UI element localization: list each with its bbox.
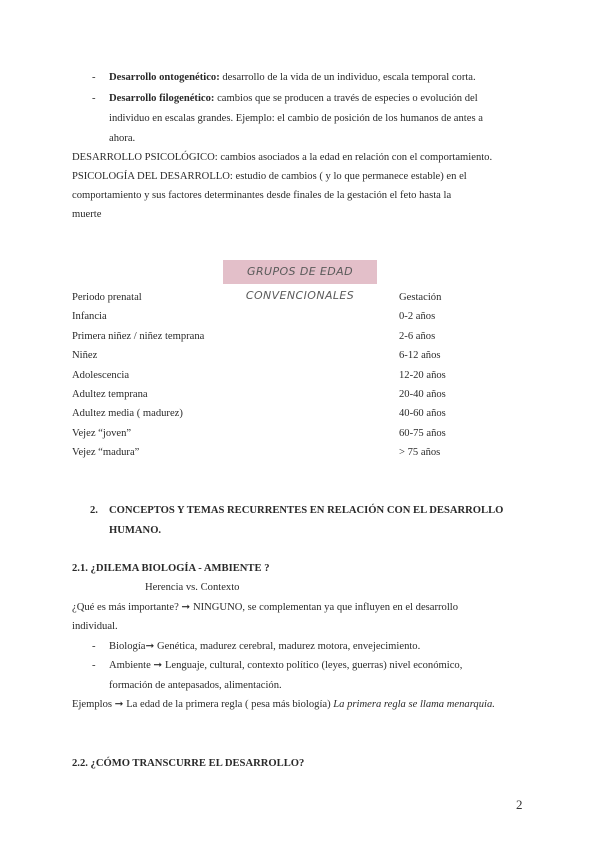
age-label: Periodo prenatal [72,292,142,303]
age-range: 2-6 años [399,331,436,342]
age-label: Primera niñez / niñez temprana [72,331,205,342]
table-row [72,346,532,366]
section2-title-line-2: HUMANO. [109,525,162,536]
question-line-2: individual. [72,621,118,632]
psychology-line-1: PSICOLOGÍA DEL DESARROLLO: estudio de cambios ( y lo que permanece estable) en el [72,171,467,182]
example-line [72,695,495,715]
bullet-marker: - [92,641,96,652]
psychology-line-2: comportamiento y sus factores determinantes desde finales de la gestación el feto hasta la [72,190,452,201]
table-row [72,424,532,444]
section21-heading: 2.1. ¿DILEMA BIOLOGÍA - AMBIENTE ? [72,563,270,574]
section2-title-line-1: CONCEPTOS Y TEMAS RECURRENTES EN RELACIÓN CON EL DESARROLLO [109,505,504,516]
age-range: 12-20 años [399,370,446,381]
age-label: Adultez media ( madurez) [72,408,183,419]
phylogenetic-line-1 [109,89,478,109]
age-range: 60-75 años [399,428,446,439]
ontogenetic-text: desarrollo de la vida de un individuo, escala temporal corta. [219,72,476,83]
bullet-marker: - [92,660,96,671]
age-groups-heading [223,260,377,302]
table-row [72,443,532,463]
biology-bullet: Biología➞ Genética, madurez cerebral, madurez motora, envejecimiento. [109,641,421,652]
table-row [72,327,532,347]
age-range: 20-40 años [399,389,446,400]
age-label: Niñez [72,350,98,361]
age-range: 6-12 años [399,350,441,361]
section22-heading: 2.2. ¿CÓMO TRANSCURRE EL DESARROLLO? [72,758,305,769]
age-label: Vejez “joven” [72,428,132,439]
phylogenetic-line-2: individuo en escalas grandes. Ejemplo: el cambio de posición de los humanos de antes a [109,113,483,124]
ontogenetic-line [109,68,476,88]
age-range: 0-2 años [399,311,436,322]
ontogenetic-term: Desarrollo ontogenético: [109,72,220,83]
table-row [72,366,532,386]
section21-subtitle: Herencia vs. Contexto [145,582,240,593]
table-row [72,288,532,308]
phylogenetic-text-1: cambios que se producen a través de especies o evolución del [214,93,478,104]
table-row [72,307,532,327]
psych-dev-paragraph: DESARROLLO PSICOLÓGICO: cambios asociados a la edad en relación con el comportamiento. [72,152,493,163]
bullet-marker: - [92,93,96,104]
age-label: Adolescencia [72,370,130,381]
age-groups-title: GRUPOS DE EDAD CONVENCIONALES [245,265,355,302]
table-row [72,404,532,424]
page-number: 2 [516,797,523,812]
example-italic: La primera regla se llama menarquia. [333,699,495,710]
question-line-1: ¿Qué es más importante? ➞ NINGUNO, se complementan ya que influyen en el desarrollo [72,602,459,613]
phylogenetic-term: Desarrollo filogenético: [109,93,215,104]
environment-bullet-line-2: formación de antepasados, alimentación. [109,680,282,691]
table-row [72,385,532,405]
phylogenetic-line-3: ahora. [109,133,136,144]
age-range: Gestación [399,292,442,303]
age-range: > 75 años [399,447,441,458]
age-label: Infancia [72,311,107,322]
bullet-marker: - [92,72,96,83]
section-number: 2. [90,505,98,516]
example-plain: Ejemplos ➞ La edad de la primera regla ( pesa más biología) [72,699,334,710]
age-label: Vejez “madura” [72,447,140,458]
environment-bullet-line-1: Ambiente ➞ Lenguaje, cultural, contexto político (leyes, guerras) nivel económico, [109,660,463,671]
psychology-line-3: muerte [72,209,102,220]
age-label: Adultez temprana [72,389,148,400]
age-range: 40-60 años [399,408,446,419]
